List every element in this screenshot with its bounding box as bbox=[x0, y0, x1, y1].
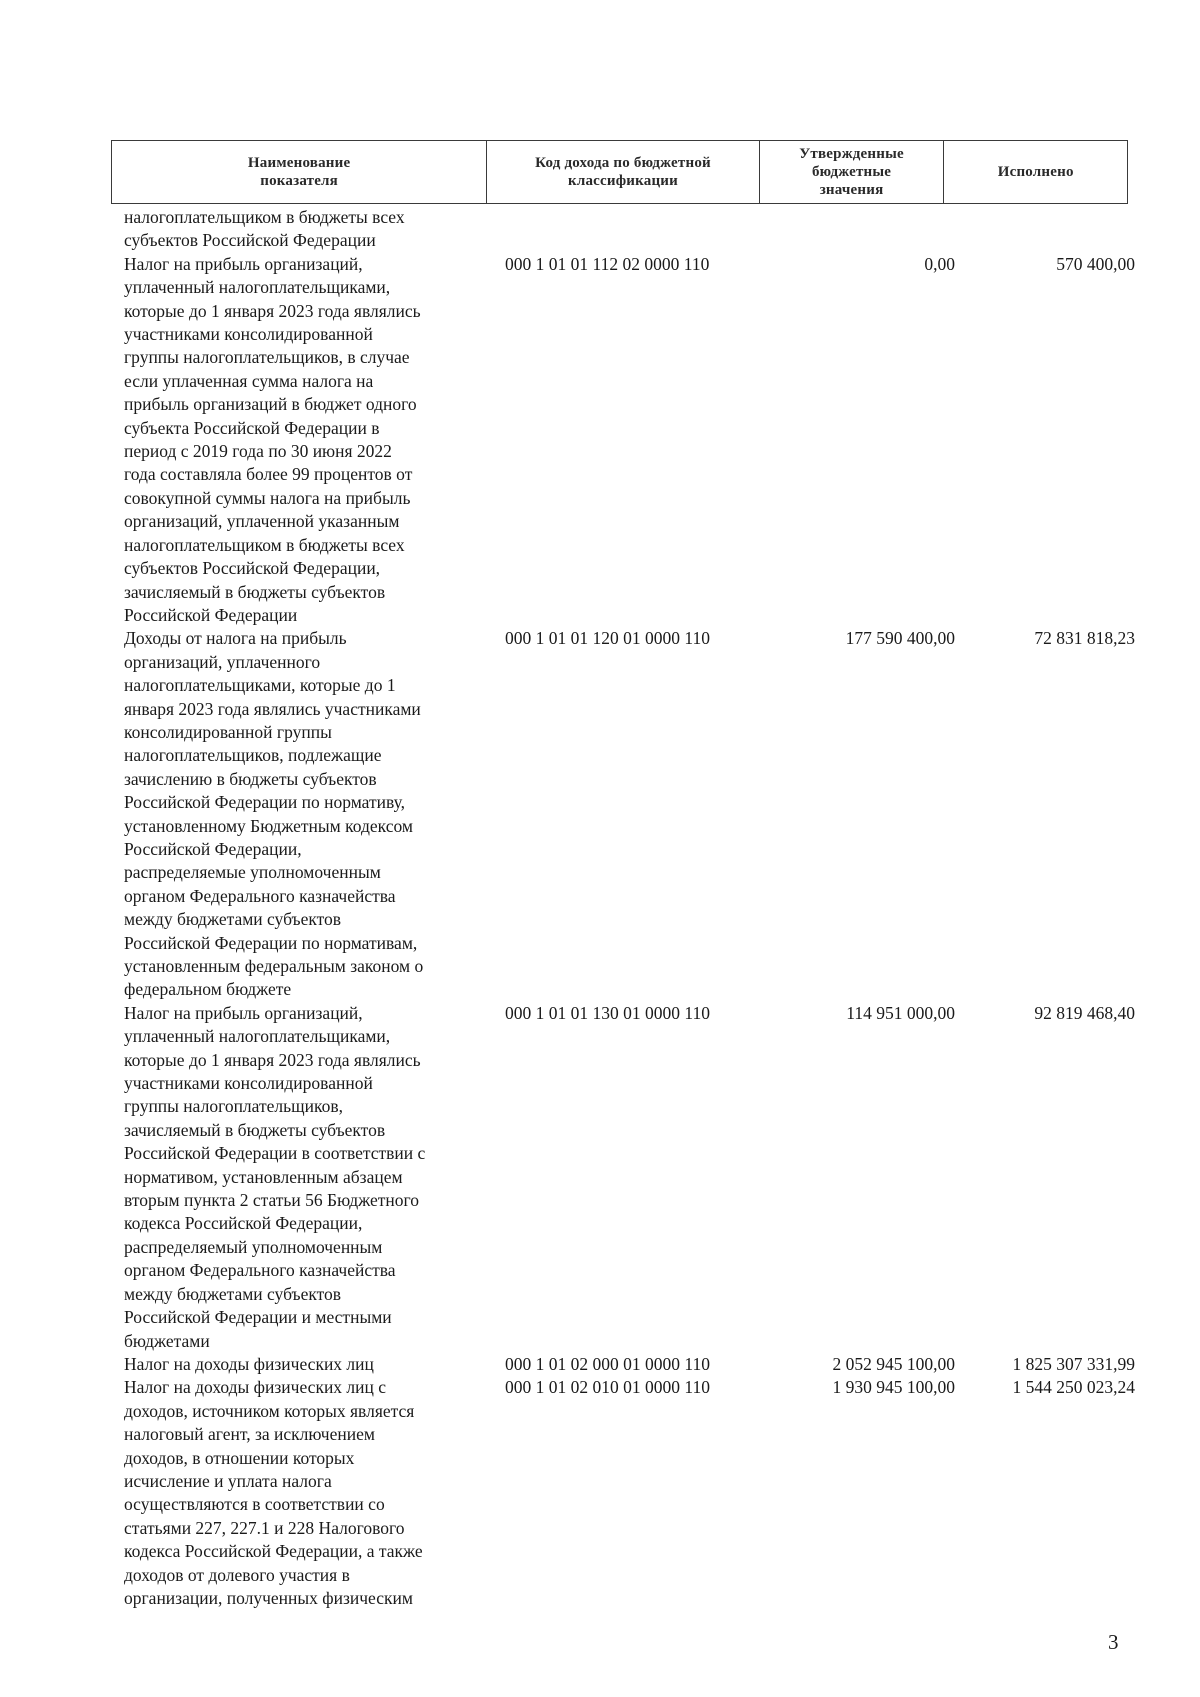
row-plan: 2 052 945 100,00 bbox=[832, 1353, 955, 1374]
row-plan: 177 590 400,00 bbox=[845, 628, 955, 649]
row-code: 000 1 01 01 130 01 0000 110 bbox=[505, 1002, 710, 1023]
row-plan: 1 930 945 100,00 bbox=[832, 1377, 955, 1398]
row-code bbox=[505, 206, 765, 253]
row-name: Налог на прибыль организаций, уплаченный налогоплательщиками, которые до 1 января 2023 года являлись участниками консолидированной группы налогоплательщиков, в случае если уплаченная сумма налога на прибыль организаций в бюджет одного субъекта Российской Федерации в период с 2019 года по 30 июня 2022 года составляла более 99 процентов от совокупной суммы налога на прибыль организаций, уплаченной указанным налогоплательщиком в бюджеты всех субъектов Российской Федерации, зачисляемый в бюджеты субъектов Российской Федерации bbox=[124, 253, 421, 625]
row-code: 000 1 01 02 010 01 0000 110 bbox=[505, 1377, 710, 1398]
table-row bbox=[0, 1353, 1200, 1376]
row-plan: 0,00 bbox=[924, 253, 955, 274]
row-done: 570 400,00 bbox=[1056, 253, 1135, 274]
row-name: Налог на доходы физических лиц bbox=[124, 1353, 374, 1374]
row-name: налогоплательщиком в бюджеты всех субъектов Российской Федерации bbox=[124, 207, 405, 251]
row-name: Доходы от налога на прибыль организаций, уплаченного налогоплательщиками, которые до 1 января 2023 года являлись участниками консолидированной группы налогоплательщиков, подлежащие зачислению в бюджеты субъектов Российской Федерации по нормативу, установленному Бюджетным кодексом Российской Федерации, распределяемые уполномоченным органом Федерального казначейства между бюджетами субъектов Российской Федерации по нормативам, установленным федеральным законом о федеральном бюджете bbox=[124, 628, 424, 1000]
header-executed: Исполнено bbox=[997, 164, 1074, 180]
row-plan: 114 951 000,00 bbox=[846, 1002, 955, 1023]
header-indicator-name: Наименование показателя bbox=[112, 141, 487, 203]
row-plan bbox=[765, 206, 955, 253]
header-income-code: Код дохода по бюджетной классификации bbox=[487, 141, 759, 203]
table-row bbox=[0, 1002, 1200, 1353]
row-name: Налог на прибыль организаций, уплаченный налогоплательщиками, которые до 1 января 2023 года являлись участниками консолидированной группы налогоплательщиков, зачисляемый в бюджеты субъектов Российской Федерации в соответствии с нормативом, установленным абзацем вторым пункта 2 статьи 56 Бюджетного кодекса Российской Федерации, распределяемый уполномоченным органом Федерального казначейства между бюджетами субъектов Российской Федерации и местными бюджетами bbox=[124, 1002, 426, 1351]
row-done: 92 819 468,40 bbox=[1034, 1002, 1135, 1023]
table-row bbox=[0, 253, 1200, 628]
header-approved-values: Утвержденные бюджетные значения bbox=[760, 141, 945, 203]
row-done: 1 825 307 331,99 bbox=[1012, 1353, 1135, 1374]
row-code: 000 1 01 01 120 01 0000 110 bbox=[505, 628, 710, 649]
table-row bbox=[0, 206, 1200, 253]
row-done: 1 544 250 023,24 bbox=[1012, 1377, 1135, 1398]
table-header bbox=[111, 140, 1128, 204]
row-done: 72 831 818,23 bbox=[1034, 628, 1135, 649]
table-row bbox=[0, 627, 1200, 1002]
table-row bbox=[0, 1376, 1200, 1610]
row-code: 000 1 01 02 000 01 0000 110 bbox=[505, 1353, 710, 1374]
row-code: 000 1 01 01 112 02 0000 110 bbox=[505, 253, 710, 274]
table-body bbox=[0, 206, 1200, 1610]
row-done bbox=[955, 206, 1135, 253]
row-name: Налог на доходы физических лиц с доходов, источником которых является налоговый агент, за исключением доходов, в отношении которых исчисление и уплата налога осуществляются в соответствии со статьями 227, 227.1 и 228 Налогового кодекса Российской Федерации, а также доходов от долевого участия в организации, полученных физическим bbox=[124, 1377, 423, 1608]
page-number: 3 bbox=[1108, 1630, 1119, 1654]
